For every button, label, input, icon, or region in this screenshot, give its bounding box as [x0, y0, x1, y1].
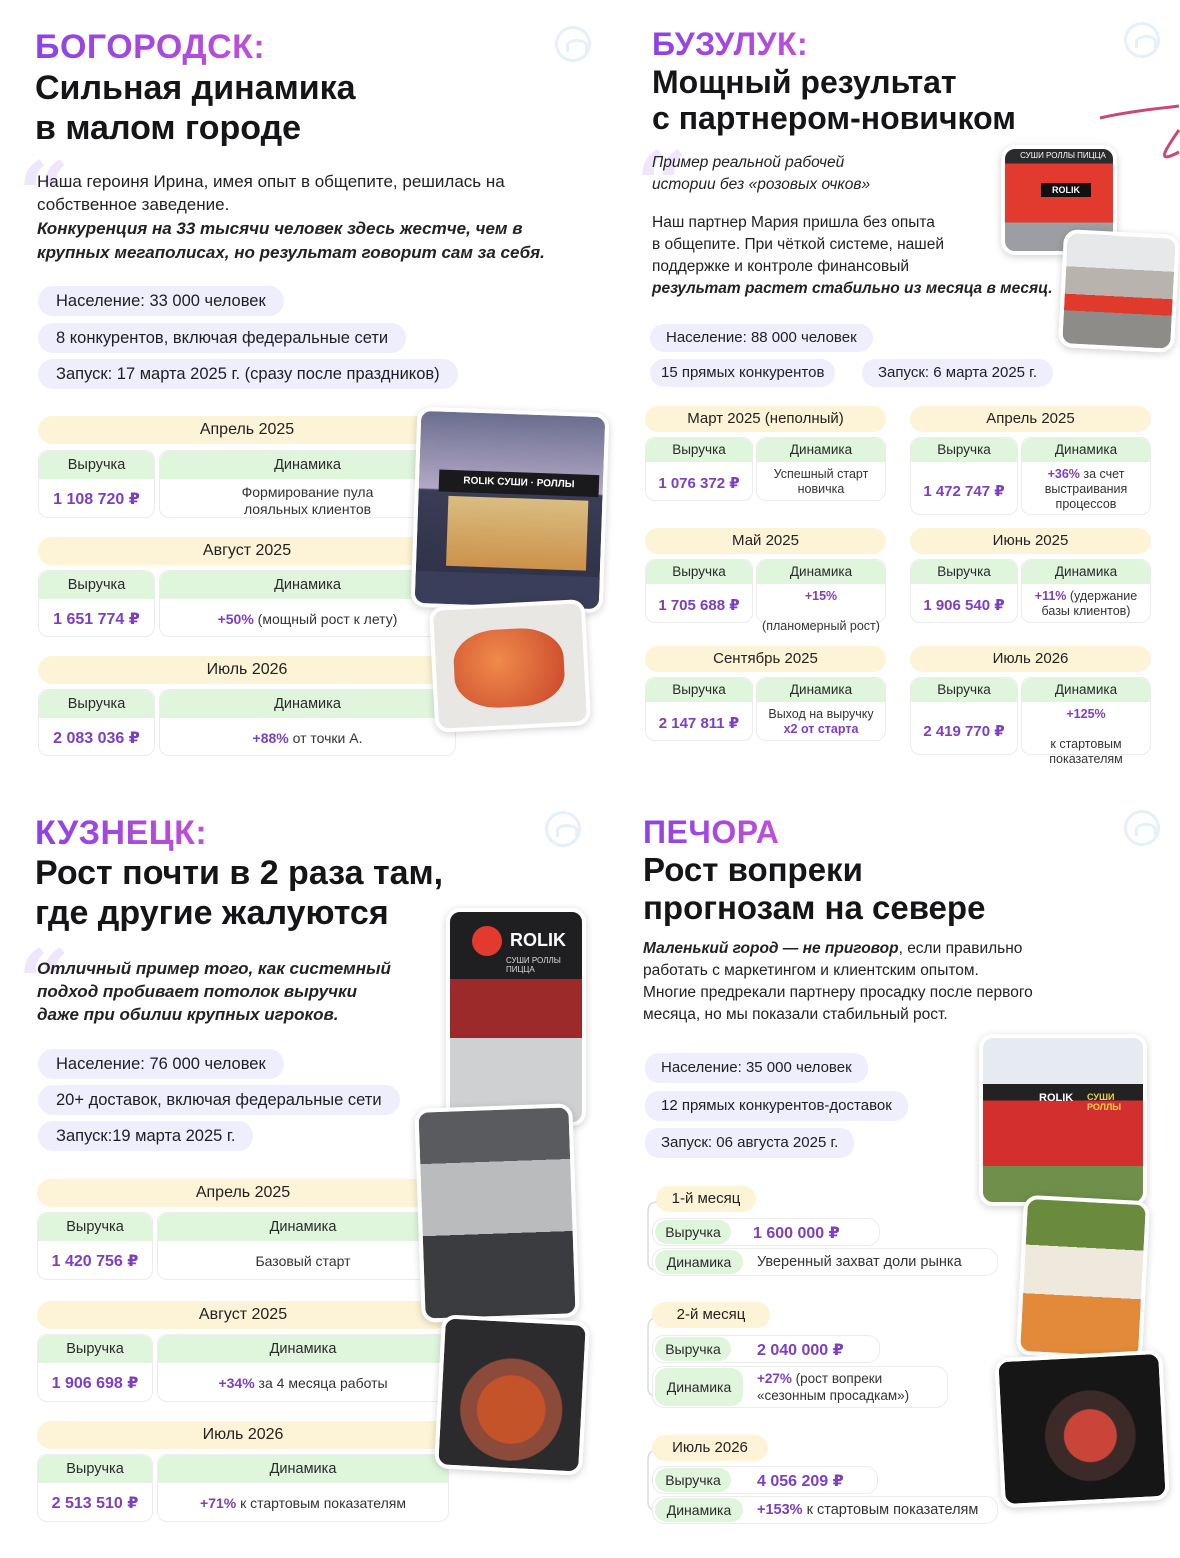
brand-logo-icon — [1124, 22, 1160, 58]
dynamics-row — [652, 1366, 948, 1408]
revenue-label: Выручка — [39, 451, 154, 479]
dynamics-text-3: показателям — [1049, 752, 1123, 766]
revenue-card — [645, 559, 753, 623]
quote-mark-icon: “ — [636, 132, 688, 238]
dynamics-label: Динамика — [757, 438, 885, 462]
dynamics-percent: +11% — [1034, 589, 1067, 603]
dynamics-percent: +153% — [757, 1502, 803, 1518]
storefront-photo — [446, 908, 586, 1126]
dynamics-percent: +15% — [804, 589, 838, 603]
month-header: Июль 2026 — [37, 1421, 449, 1449]
revenue-label: Выручка — [911, 678, 1017, 702]
storefront-photo — [411, 407, 610, 614]
dynamics-card — [756, 437, 886, 501]
revenue-value: 1 651 774 ₽ — [53, 611, 140, 628]
dynamics-text: Базовый старт — [255, 1253, 351, 1269]
intro-line-2: собственное заведение. — [37, 195, 230, 214]
competitors-pill: 20+ доставок, включая федеральные сети — [38, 1085, 400, 1115]
headline-line-1: Мощный результат — [652, 64, 957, 100]
revenue-label: Выручка — [646, 678, 752, 702]
dynamics-label: Динамика — [655, 1368, 743, 1406]
intro-emphasis: Маленький город — не приговор — [643, 940, 899, 957]
competitors-pill: 15 прямых конкурентов — [650, 359, 835, 387]
revenue-label: Выручка — [39, 571, 154, 599]
headline-line-2: с партнером-новичком — [652, 100, 1016, 136]
store-sign: ROLIK СУШИ · РОЛЛЫ — [439, 470, 600, 498]
dynamics-text-2: новичка — [797, 482, 845, 496]
month-header: Июль 2026 — [652, 1435, 768, 1461]
storefront-photo — [979, 1034, 1147, 1206]
dynamics-text-2: к стартовым — [1050, 737, 1122, 751]
revenue-value: 1 076 372 ₽ — [658, 475, 740, 492]
revenue-label: Выручка — [39, 690, 154, 718]
dynamics-row — [652, 1248, 998, 1276]
revenue-label: Выручка — [655, 1468, 731, 1492]
dynamics-row — [652, 1496, 998, 1524]
dynamics-label: Динамика — [757, 678, 885, 702]
dynamics-label: Динамика — [1022, 678, 1150, 702]
launch-pill: Запуск: 6 марта 2025 г. — [862, 359, 1053, 387]
revenue-value: 2 419 770 ₽ — [923, 723, 1005, 740]
launch-pill: Запуск: 17 марта 2025 г. (сразу после праздников) — [38, 359, 458, 389]
revenue-card — [910, 677, 1018, 755]
city-title: КУЗНЕЦК: — [35, 814, 208, 852]
population-pill: Население: 76 000 человек — [38, 1049, 284, 1079]
revenue-label: Выручка — [38, 1213, 152, 1241]
promo-materials-photo — [1016, 1195, 1150, 1361]
quote-line-2: истории без «розовых очков» — [652, 176, 871, 193]
dynamics-text — [757, 467, 885, 497]
dynamics-label: Динамика — [757, 560, 885, 584]
dynamics-card — [1021, 677, 1151, 766]
dynamics-text-1: Формирование пула — [241, 484, 374, 500]
intro-line-4: результат растет стабильно из месяца в месяц. — [652, 280, 1053, 297]
dynamics-text-3: процессов — [1055, 497, 1117, 511]
revenue-card — [910, 559, 1018, 623]
dynamics-text-1: (рост вопреки — [791, 1371, 883, 1386]
month-header: Май 2025 — [645, 528, 886, 554]
revenue-value: 4 056 209 ₽ — [757, 1473, 844, 1490]
month-header: Июль 2026 — [910, 646, 1151, 672]
revenue-value: 1 906 540 ₽ — [923, 597, 1005, 614]
revenue-label: Выручка — [646, 438, 752, 462]
revenue-label: Выручка — [38, 1335, 152, 1363]
intro-line-1: Наша героиня Ирина, имея опыт в общепите, решилась на — [37, 172, 505, 191]
dynamics-text: (мощный рост к лету) — [253, 611, 398, 627]
dynamics-text-1: Выход на выручку — [768, 707, 874, 721]
revenue-value: 2 040 000 ₽ — [757, 1342, 844, 1359]
revenue-card — [38, 689, 155, 756]
dynamics-text-2: лояльных клиентов — [243, 501, 372, 517]
revenue-row — [652, 1466, 878, 1494]
dynamics-text: за 4 месяца работы — [254, 1375, 388, 1391]
dynamics-text: Уверенный захват доли рынка — [757, 1254, 962, 1270]
dynamics-percent: +36% — [1047, 467, 1080, 481]
headline-line-2: где другие жалуются — [35, 894, 389, 932]
revenue-card — [645, 437, 753, 501]
quote-line-2: подход пробивает потолок выручки — [37, 982, 357, 1001]
intro-line-3: Конкуренция на 33 тысячи человек здесь жестче, чем в — [37, 219, 523, 238]
brand-logo-icon — [555, 26, 591, 62]
intro-line-4: месяца, но мы показали стабильный рост. — [643, 1006, 948, 1023]
revenue-label: Выручка — [38, 1455, 152, 1483]
dynamics-percent: +88% — [252, 730, 289, 746]
dynamics-label: Динамика — [655, 1498, 743, 1522]
revenue-value: 1 600 000 ₽ — [753, 1225, 840, 1242]
dynamics-percent: +125% — [1066, 707, 1106, 721]
competitors-pill: 12 прямых конкурентов-доставок — [645, 1091, 908, 1121]
quote-line-1: Отличный пример того, как системный — [37, 959, 391, 978]
intro-line-4: крупных мегаполисах, но результат говорит сам за себя. — [37, 243, 545, 262]
revenue-label: Выручка — [911, 438, 1017, 462]
intro-line-3: Многие предрекали партнеру просадку после первого — [643, 984, 1033, 1001]
population-pill: Население: 33 000 человек — [38, 286, 284, 316]
population-pill: Население: 88 000 человек — [650, 324, 873, 352]
dynamics-text-1: за счет — [1079, 467, 1125, 481]
month-header: Июль 2026 — [38, 656, 456, 684]
dynamics-card — [159, 450, 456, 518]
revenue-card — [37, 1454, 153, 1522]
revenue-value: 2 083 036 ₽ — [53, 730, 140, 747]
dynamics-card — [157, 1454, 449, 1522]
revenue-label: Выручка — [655, 1337, 731, 1361]
dynamics-text-1: (удержание — [1066, 589, 1138, 603]
sushi-rolls-photo — [994, 1350, 1170, 1509]
dynamics-card — [159, 689, 456, 756]
dynamics-text — [1022, 467, 1150, 512]
brand-logo-icon — [545, 811, 581, 847]
month-header: Апрель 2025 — [38, 416, 456, 444]
dynamics-label: Динамика — [160, 690, 455, 718]
revenue-card — [38, 450, 155, 518]
dynamics-percent: +27% — [757, 1371, 792, 1386]
revenue-value: 2 147 811 ₽ — [658, 715, 740, 732]
revenue-label: Выручка — [655, 1220, 731, 1244]
month-header: Апрель 2025 — [910, 406, 1151, 432]
revenue-value: 1 705 688 ₽ — [658, 597, 740, 614]
store-sign: ROLIK — [1039, 1092, 1074, 1104]
dynamics-text — [1022, 589, 1150, 619]
quote-line-3: даже при обилии крупных игроков. — [37, 1005, 339, 1024]
dynamics-text-2: «сезонным просадкам») — [757, 1388, 910, 1403]
competitors-pill: 8 конкурентов, включая федеральные сети — [38, 323, 406, 353]
intro-line-1: Наш партнер Мария пришла без опыта — [652, 214, 935, 231]
headline-line-2: прогнозам на севере — [643, 889, 986, 926]
dynamics-card — [756, 677, 886, 741]
dynamics-percent: +50% — [217, 611, 254, 627]
revenue-label: Выручка — [646, 560, 752, 584]
dynamics-text — [1022, 707, 1150, 767]
revenue-row — [652, 1335, 880, 1363]
month-header: Июнь 2025 — [910, 528, 1151, 554]
headline-line-2: в малом городе — [35, 109, 302, 147]
store-sign-sub: СУШИ РОЛЛЫ ПИЦЦА — [506, 956, 561, 974]
dynamics-label: Динамика — [158, 1455, 448, 1483]
dynamics-text: к стартовым показателям — [236, 1495, 406, 1511]
intro-line-3: поддержке и контроле финансовый — [652, 258, 910, 275]
dynamics-label: Динамика — [1022, 560, 1150, 584]
sushi-photo — [429, 599, 591, 733]
delivery-bag-photo — [434, 1314, 590, 1476]
headline-line-1: Рост почти в 2 раза там, — [35, 854, 444, 892]
store-sign: ROLIK — [1041, 183, 1091, 197]
launch-pill: Запуск:19 марта 2025 г. — [38, 1121, 253, 1151]
intro-line-2: работать с маркетингом и клиентским опытом. — [643, 962, 979, 979]
headline-line-1: Рост вопреки — [643, 851, 863, 888]
month-header: 1-й месяц — [656, 1186, 756, 1212]
city-title: БОГОРОДСК: — [35, 28, 266, 66]
headline-line-1: Сильная динамика — [35, 69, 356, 107]
city-title: ПЕЧОРА — [643, 814, 780, 850]
dynamics-percent: +71% — [200, 1495, 237, 1511]
quote-mark-icon: “ — [18, 142, 70, 248]
dynamics-card — [1021, 559, 1151, 623]
dynamics-card — [157, 1334, 449, 1402]
revenue-value: 1 472 747 ₽ — [923, 483, 1005, 500]
dynamics-label: Динамика — [1022, 438, 1150, 462]
revenue-label: Выручка — [911, 560, 1017, 584]
dynamics-card — [1021, 437, 1151, 515]
month-header: Апрель 2025 — [37, 1179, 449, 1207]
dynamics-text — [757, 707, 885, 737]
revenue-value: 1 108 720 ₽ — [53, 491, 140, 508]
dynamics-text-1: Успешный старт — [773, 467, 869, 481]
dynamics-label: Динамика — [158, 1213, 448, 1241]
dynamics-text-2: (планомерный рост) — [762, 619, 880, 633]
quote-mark-icon: “ — [18, 930, 70, 1036]
dynamics-text-2: базы клиентов) — [1041, 604, 1131, 618]
dynamics-label: Динамика — [160, 451, 455, 479]
dynamics-card — [157, 1212, 449, 1280]
month-header: Август 2025 — [37, 1301, 449, 1329]
quote-line-1: Пример реальной рабочей — [652, 154, 845, 171]
dynamics-text — [757, 589, 885, 634]
city-title: БУЗУЛУК: — [652, 26, 809, 62]
revenue-value: 1 420 756 ₽ — [51, 1253, 139, 1270]
dynamics-card — [756, 559, 886, 633]
revenue-card — [645, 677, 753, 741]
intro-line-1: , если правильно — [898, 940, 1023, 957]
brand-logo-icon — [1124, 810, 1160, 846]
dynamics-label: Динамика — [160, 571, 455, 599]
revenue-card — [37, 1212, 153, 1280]
revenue-card — [910, 437, 1018, 515]
launch-pill: Запуск: 06 августа 2025 г. — [645, 1128, 854, 1158]
revenue-value: 1 906 698 ₽ — [51, 1375, 139, 1392]
kitchen-photo — [414, 1103, 579, 1322]
dynamics-text: от точки А. — [288, 730, 363, 746]
dynamics-percent: +34% — [218, 1375, 255, 1391]
month-header: Март 2025 (неполный) — [645, 406, 886, 432]
store-sign-top: СУШИ РОЛЛЫ ПИЦЦА — [1020, 151, 1106, 160]
interior-photo — [1058, 229, 1180, 353]
population-pill: Население: 35 000 человек — [645, 1053, 868, 1083]
store-sign-2: СУШИ РОЛЛЫ — [1087, 1092, 1122, 1112]
store-sign: ROLIK — [510, 930, 566, 950]
month-header: Август 2025 — [38, 537, 456, 565]
revenue-row — [652, 1218, 880, 1246]
month-header: Сентябрь 2025 — [645, 646, 886, 672]
revenue-value: 2 513 510 ₽ — [51, 1495, 139, 1512]
revenue-card — [37, 1334, 153, 1402]
dynamics-label: Динамика — [158, 1335, 448, 1363]
dynamics-text: к стартовым показателям — [802, 1502, 979, 1518]
month-header: 2-й месяц — [652, 1302, 770, 1328]
dynamics-text-2: выстраивания — [1044, 482, 1128, 496]
dynamics-percent: x2 от старта — [783, 722, 859, 736]
revenue-card — [38, 570, 155, 637]
dynamics-label: Динамика — [655, 1250, 743, 1274]
intro-line-2: в общепите. При чёткой системе, нашей — [652, 236, 944, 253]
